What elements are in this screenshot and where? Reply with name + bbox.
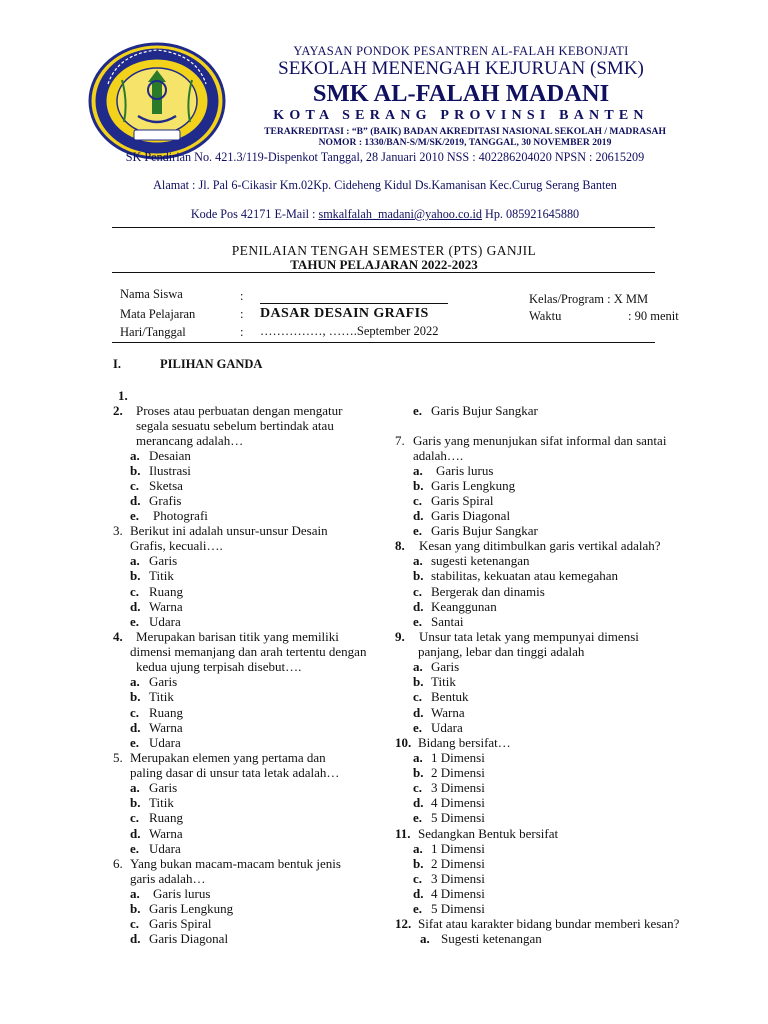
option-text[interactable]: 3 Dimensi (431, 871, 485, 886)
option-letter: e. (413, 403, 423, 418)
registration-info: SK Pendirian No. 421.3/119-Dispenkot Tanggal, 28 Januari 2010 NSS : 402286204020 NPSN : 20615209 (125, 150, 645, 164)
title-rule (112, 272, 655, 273)
option-text[interactable]: 4 Dimensi (431, 795, 485, 810)
subject-value: DASAR DESAIN GRAFIS (260, 306, 429, 321)
student-name-field[interactable] (260, 303, 448, 304)
option-letter: b. (130, 901, 141, 916)
option-text[interactable]: Ruang (149, 584, 183, 599)
option-text[interactable]: 5 Dimensi (431, 901, 485, 916)
option-letter: e. (413, 720, 423, 735)
option-text[interactable]: Udara (431, 720, 463, 735)
option-letter: a. (413, 659, 423, 674)
question-number: 12. (395, 916, 412, 931)
option-letter: b. (130, 568, 141, 583)
option-letter: d. (130, 720, 141, 735)
option-letter: c. (413, 780, 423, 795)
question-text: Merupakan elemen yang pertama dan (130, 750, 326, 765)
question-number: 6. (113, 856, 123, 871)
option-letter: a. (413, 841, 423, 856)
question-text: Merupakan barisan titik yang memiliki (136, 629, 339, 644)
option-letter: c. (130, 916, 140, 931)
date-value: ……………, …….September 2022 (260, 324, 439, 338)
option-letter: e. (130, 614, 140, 629)
option-letter: b. (413, 674, 424, 689)
option-letter: e. (413, 810, 423, 825)
option-text[interactable]: Sketsa (149, 478, 183, 493)
option-text[interactable]: Garis Spiral (149, 916, 212, 931)
colon: : (240, 307, 244, 321)
school-address: Alamat : Jl. Pal 6-Cikasir Km.02Kp. Cideheng Kidul Ds.Kamanisan Kec.Curug Serang Banten (153, 178, 617, 192)
question-text: panjang, lebar dan tinggi adalah (418, 644, 585, 659)
option-text[interactable]: 3 Dimensi (431, 780, 485, 795)
option-text[interactable]: Garis lurus (153, 886, 211, 901)
question-text: Grafis, kecuali…. (130, 538, 223, 553)
colon: : (240, 325, 244, 339)
question-number: 4. (113, 629, 123, 644)
option-text[interactable]: Garis (149, 674, 178, 689)
option-letter: a. (413, 463, 423, 478)
option-letter: a. (413, 750, 423, 765)
option-letter: e. (130, 735, 140, 750)
option-text[interactable]: Warna (149, 826, 183, 841)
question-text: kedua ujung terpisah disebut…. (136, 659, 302, 674)
question-text: Bidang bersifat… (418, 735, 511, 750)
email-link[interactable]: smkalfalah_madani@yahoo.co.id (318, 207, 482, 221)
option-text[interactable]: Warna (149, 599, 183, 614)
option-letter: c. (413, 493, 423, 508)
option-letter: d. (130, 493, 141, 508)
option-text[interactable]: Santai (431, 614, 464, 629)
question-text: Proses atau perbuatan dengan mengatur (136, 403, 343, 418)
option-letter: a. (413, 553, 423, 568)
option-letter: a. (130, 553, 140, 568)
question-number: 3. (113, 523, 123, 538)
question-text: Yang bukan macam-macam bentuk jenis (130, 856, 341, 871)
option-text[interactable]: Bentuk (431, 689, 469, 704)
school-type: SEKOLAH MENENGAH KEJURUAN (SMK) (278, 58, 644, 79)
option-letter: c. (130, 705, 140, 720)
option-letter: a. (130, 780, 140, 795)
option-letter: b. (413, 568, 424, 583)
day-date-label: Hari/Tanggal (120, 325, 186, 339)
question-number: 2. (113, 403, 123, 418)
option-text[interactable]: Grafis (149, 493, 182, 508)
option-letter: b. (413, 765, 424, 780)
question-text: segala sesuatu sebelum bertindak atau (136, 418, 334, 433)
option-text[interactable]: Udara (149, 841, 181, 856)
option-text[interactable]: 1 Dimensi (431, 841, 485, 856)
time-label: Waktu (529, 309, 562, 323)
question-text: Garis yang menunjukan sifat informal dan santai (413, 433, 667, 448)
postal-code: Kode Pos 42171 E-Mail : (190, 207, 319, 221)
question-text: merancang adalah… (136, 433, 244, 448)
foundation-name: YAYASAN PONDOK PESANTREN AL-FALAH KEBONJATI (293, 44, 629, 58)
option-text[interactable]: Titik (149, 568, 174, 583)
option-text[interactable]: Garis (149, 780, 178, 795)
question-text: Sifat atau karakter bidang bundar memberi kesan? (418, 916, 680, 931)
option-text[interactable]: Garis Lengkung (431, 478, 516, 493)
exam-title: PENILAIAN TENGAH SEMESTER (PTS) GANJIL (231, 243, 537, 258)
option-text[interactable]: Photografi (153, 508, 208, 523)
option-text[interactable]: Udara (149, 614, 181, 629)
option-letter: b. (130, 689, 141, 704)
student-name-label: Nama Siswa (120, 287, 183, 301)
option-letter: b. (413, 856, 424, 871)
option-text[interactable]: Ilustrasi (149, 463, 191, 478)
option-text[interactable]: Sugesti ketenangan (441, 931, 542, 946)
question-number: 9. (395, 629, 405, 644)
question-number: 5. (113, 750, 123, 765)
option-letter: c. (413, 689, 423, 704)
option-letter: d. (413, 508, 424, 523)
option-letter: a. (130, 448, 140, 463)
subject-label: Mata Pelajaran (120, 307, 196, 321)
option-letter: e. (413, 901, 423, 916)
option-letter: d. (413, 795, 424, 810)
question-text: Berikut ini adalah unsur-unsur Desain (130, 523, 328, 538)
option-text[interactable]: Titik (149, 689, 174, 704)
option-text[interactable]: Bergerak dan dinamis (431, 584, 545, 599)
option-text[interactable]: 1 Dimensi (431, 750, 485, 765)
question-number: 7. (395, 433, 405, 448)
option-text[interactable]: 2 Dimensi (431, 765, 485, 780)
option-text[interactable]: 2 Dimensi (431, 856, 485, 871)
question-number: 8. (395, 538, 405, 553)
option-text[interactable]: Keanggunan (431, 599, 497, 614)
accreditation-text: TERAKREDITASI : “B” (BAIK) BADAN AKREDITASI NASIONAL SEKOLAH / MADRASAH (264, 126, 666, 137)
option-text[interactable]: Garis (431, 659, 460, 674)
colon: : (240, 289, 244, 303)
option-text[interactable]: Garis Spiral (431, 493, 494, 508)
option-text[interactable]: Garis Bujur Sangkar (431, 403, 538, 418)
question-text: adalah…. (413, 448, 464, 463)
option-text[interactable]: Garis (149, 553, 178, 568)
exam-year: TAHUN PELAJARAN 2022-2023 (290, 257, 478, 272)
option-letter: c. (130, 584, 140, 599)
option-letter: d. (413, 705, 424, 720)
option-letter: d. (413, 886, 424, 901)
question-text: garis adalah… (130, 871, 206, 886)
option-letter: c. (130, 478, 140, 493)
option-text[interactable]: 5 Dimensi (431, 810, 485, 825)
option-text[interactable]: Garis lurus (436, 463, 494, 478)
option-text[interactable]: Udara (149, 735, 181, 750)
option-letter: c. (413, 871, 423, 886)
option-letter: e. (130, 508, 140, 523)
option-text[interactable]: Garis Diagonal (431, 508, 511, 523)
option-letter: b. (413, 478, 424, 493)
question-text: Unsur tata letak yang mempunyai dimensi (419, 629, 639, 644)
option-text[interactable]: Titik (431, 674, 456, 689)
option-letter: e. (130, 841, 140, 856)
time-value: : 90 menit (628, 309, 679, 323)
option-letter: a. (130, 886, 140, 901)
school-city: KOTA SERANG PROVINSI BANTEN (273, 108, 649, 123)
question-text: Kesan yang ditimbulkan garis vertikal adalah? (419, 538, 661, 553)
question-text: paling dasar di unsur tata letak adalah… (130, 765, 340, 780)
option-letter: e. (413, 614, 423, 629)
option-text[interactable]: stabilitas, kekuatan atau kemegahan (431, 568, 618, 583)
option-letter: c. (413, 584, 423, 599)
option-text[interactable]: Garis Bujur Sangkar (431, 523, 538, 538)
contact-line (100, 207, 670, 222)
option-letter: a. (130, 674, 140, 689)
class-program: Kelas/Program : X MM (529, 292, 649, 306)
accreditation-number: NOMOR : 1330/BAN-S/M/SK/2019, TANGGAL, 30 NOVEMBER 2019 (318, 137, 612, 148)
header-rule (112, 227, 655, 228)
option-text[interactable]: Warna (431, 705, 465, 720)
option-text[interactable]: Garis Lengkung (149, 901, 234, 916)
option-text[interactable]: sugesti ketenangan (431, 553, 530, 568)
option-letter: d. (130, 931, 141, 946)
option-text[interactable]: Ruang (149, 810, 183, 825)
question-number: 11. (395, 826, 411, 841)
option-letter: d. (130, 826, 141, 841)
section-number: I. (113, 357, 121, 371)
phone-number: Hp. 085921645880 (481, 207, 580, 221)
option-text[interactable]: Desaian (149, 448, 191, 463)
option-letter: c. (130, 810, 140, 825)
option-letter: b. (130, 795, 141, 810)
option-text[interactable]: Ruang (149, 705, 183, 720)
school-name: SMK AL-FALAH MADANI (312, 80, 610, 107)
option-text[interactable]: 4 Dimensi (431, 886, 485, 901)
option-text[interactable]: Titik (149, 795, 174, 810)
option-letter: d. (130, 599, 141, 614)
option-letter: b. (130, 463, 141, 478)
section-title: PILIHAN GANDA (160, 357, 263, 371)
option-text[interactable]: Garis Diagonal (149, 931, 229, 946)
question-text: dimensi memanjang dan arah tertentu dengan (130, 644, 367, 659)
option-letter: e. (413, 523, 423, 538)
question-number: 1. (118, 388, 128, 403)
option-letter: d. (413, 599, 424, 614)
option-text[interactable]: Warna (149, 720, 183, 735)
option-letter: a. (420, 931, 430, 946)
question-text: Sedangkan Bentuk bersifat (418, 826, 559, 841)
question-number: 10. (395, 735, 412, 750)
identity-rule (112, 342, 655, 343)
